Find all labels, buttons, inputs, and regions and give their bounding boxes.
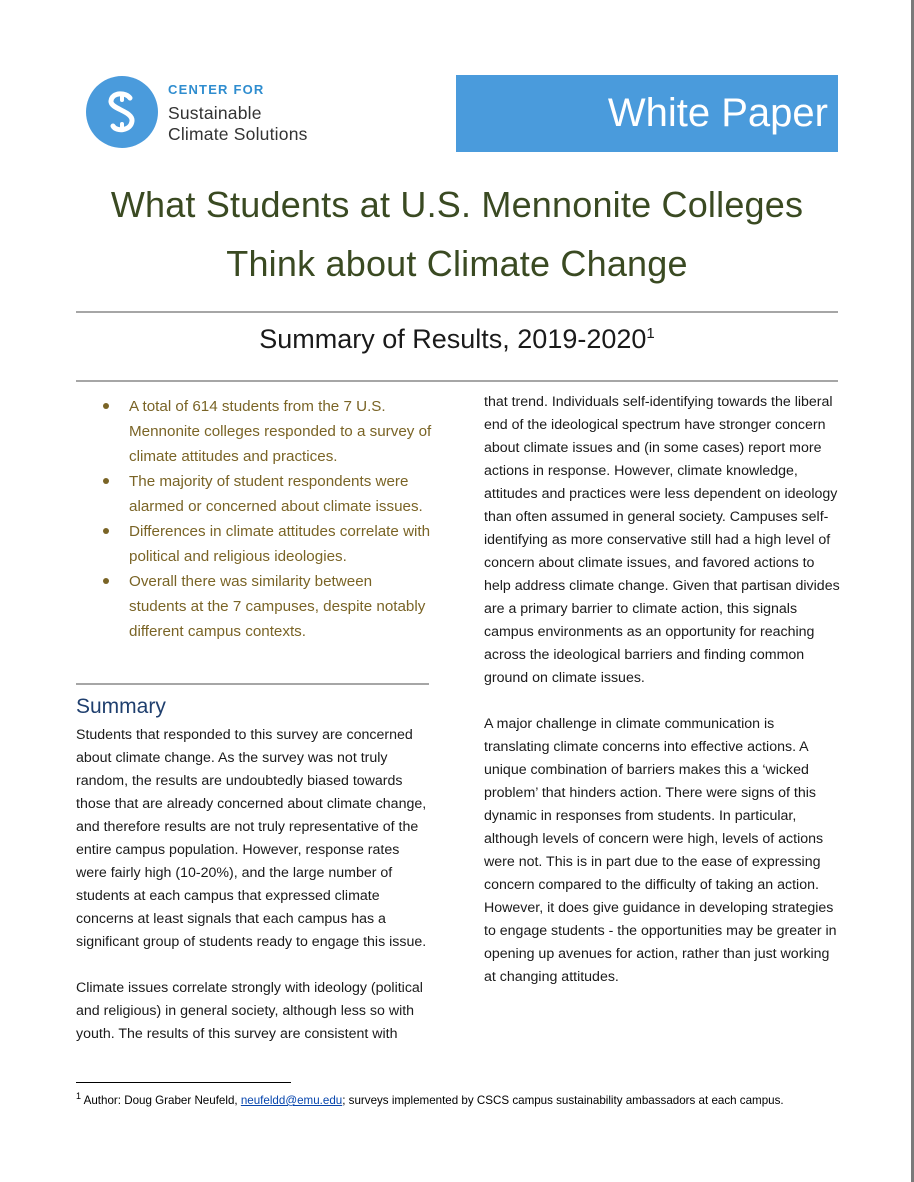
- footnote-prefix: Author: Doug Graber Neufeld,: [81, 1093, 241, 1107]
- right-column: [484, 391, 842, 1012]
- paragraph: Students that responded to this survey are concerned about climate change. As the survey was not truly random, the results are undoubtedly biased towards those that are already concerned about climate change, and therefore results are not truly representative of the entire campus population. However, response rates were fairly high (10-20%), and the large number of students at each campus that expressed climate concerns at least signals that each campus has a significant group of students ready to engage this issue.: [76, 727, 427, 950]
- subtitle: [0, 324, 914, 355]
- highlight-text: Differences in climate attitudes correlate with political and religious ideologies.: [129, 523, 431, 565]
- paragraph: that trend. Individuals self-identifying towards the liberal end of the ideological spectrum have stronger concern about climate issues and (in some cases) report more actions in response. However, climate knowledge, attitudes and practices were less dependent on ideology than often assumed in general society. Campuses self-identifying as more conservative still had a high level of concern about climate issues, and favored actions to help address climate change. Given that partisan divides are a primary barrier to climate action, this signals campus environments as an opportunity for reaching across the ideological barriers and finding common ground on climate issues.: [484, 394, 840, 686]
- divider-bottom: [76, 380, 838, 382]
- highlight-text: Overall there was similarity between students at the 7 campuses, despite notably different campus contexts.: [129, 573, 426, 640]
- left-column: [76, 724, 432, 1069]
- footnote-mark: 1: [76, 1091, 82, 1101]
- list-item: [100, 469, 432, 519]
- highlights-list: [100, 394, 432, 644]
- divider-top: [76, 311, 838, 313]
- paragraph: Climate issues correlate strongly with ideology (political and religious) in general society, although less so with youth. The results of this survey are consistent with: [76, 980, 423, 1042]
- author-email-link[interactable]: neufeldd@emu.edu: [240, 1093, 343, 1107]
- bullet-icon: [103, 578, 109, 584]
- org-name-line2: Climate Solutions: [168, 124, 308, 144]
- page-title-line1: What Students at U.S. Mennonite Colleges: [110, 184, 804, 225]
- section-heading-summary: Summary: [76, 695, 166, 718]
- subtitle-footnote-ref[interactable]: 1: [646, 325, 655, 342]
- org-name-line1: Sustainable: [168, 103, 262, 123]
- document-type-banner: White Paper: [456, 75, 838, 152]
- footnote: [76, 1091, 876, 1107]
- footnote-suffix: ; surveys implemented by CSCS campus sustainability ambassadors at each campus.: [342, 1093, 784, 1107]
- list-item: [100, 394, 432, 469]
- org-name-prefix: CENTER FOR: [168, 82, 265, 97]
- highlight-text: The majority of student respondents were alarmed or concerned about climate issues.: [129, 473, 423, 515]
- bullet-icon: [103, 478, 109, 484]
- subtitle-text: Summary of Results, 2019-2020: [259, 324, 647, 354]
- list-item: [100, 569, 432, 644]
- paragraph: A major challenge in climate communication is translating climate concerns into effective actions. A unique combination of barriers makes this a ‘wicked problem’ that hinders action. There were signs of this dynamic in responses from students. In particular, although levels of concern were high, levels of actions were not. This is in part due to the ease of expressing concern compared to the difficulty of taking an action. However, it does give guidance in developing strategies to engage students - the opportunities may be greater in opening up avenues for action, rather than just working at changing attitudes.: [484, 716, 837, 985]
- footnote-divider: [76, 1082, 291, 1083]
- list-item: [100, 519, 432, 569]
- page-title-line2: Think about Climate Change: [226, 243, 688, 284]
- highlight-text: A total of 614 students from the 7 U.S. Mennonite colleges responded to a survey of climate attitudes and practices.: [129, 398, 432, 465]
- bullet-icon: [103, 528, 109, 534]
- divider-summary: [76, 683, 429, 685]
- organization-logo-icon: [86, 76, 158, 148]
- bullet-icon: [103, 403, 109, 409]
